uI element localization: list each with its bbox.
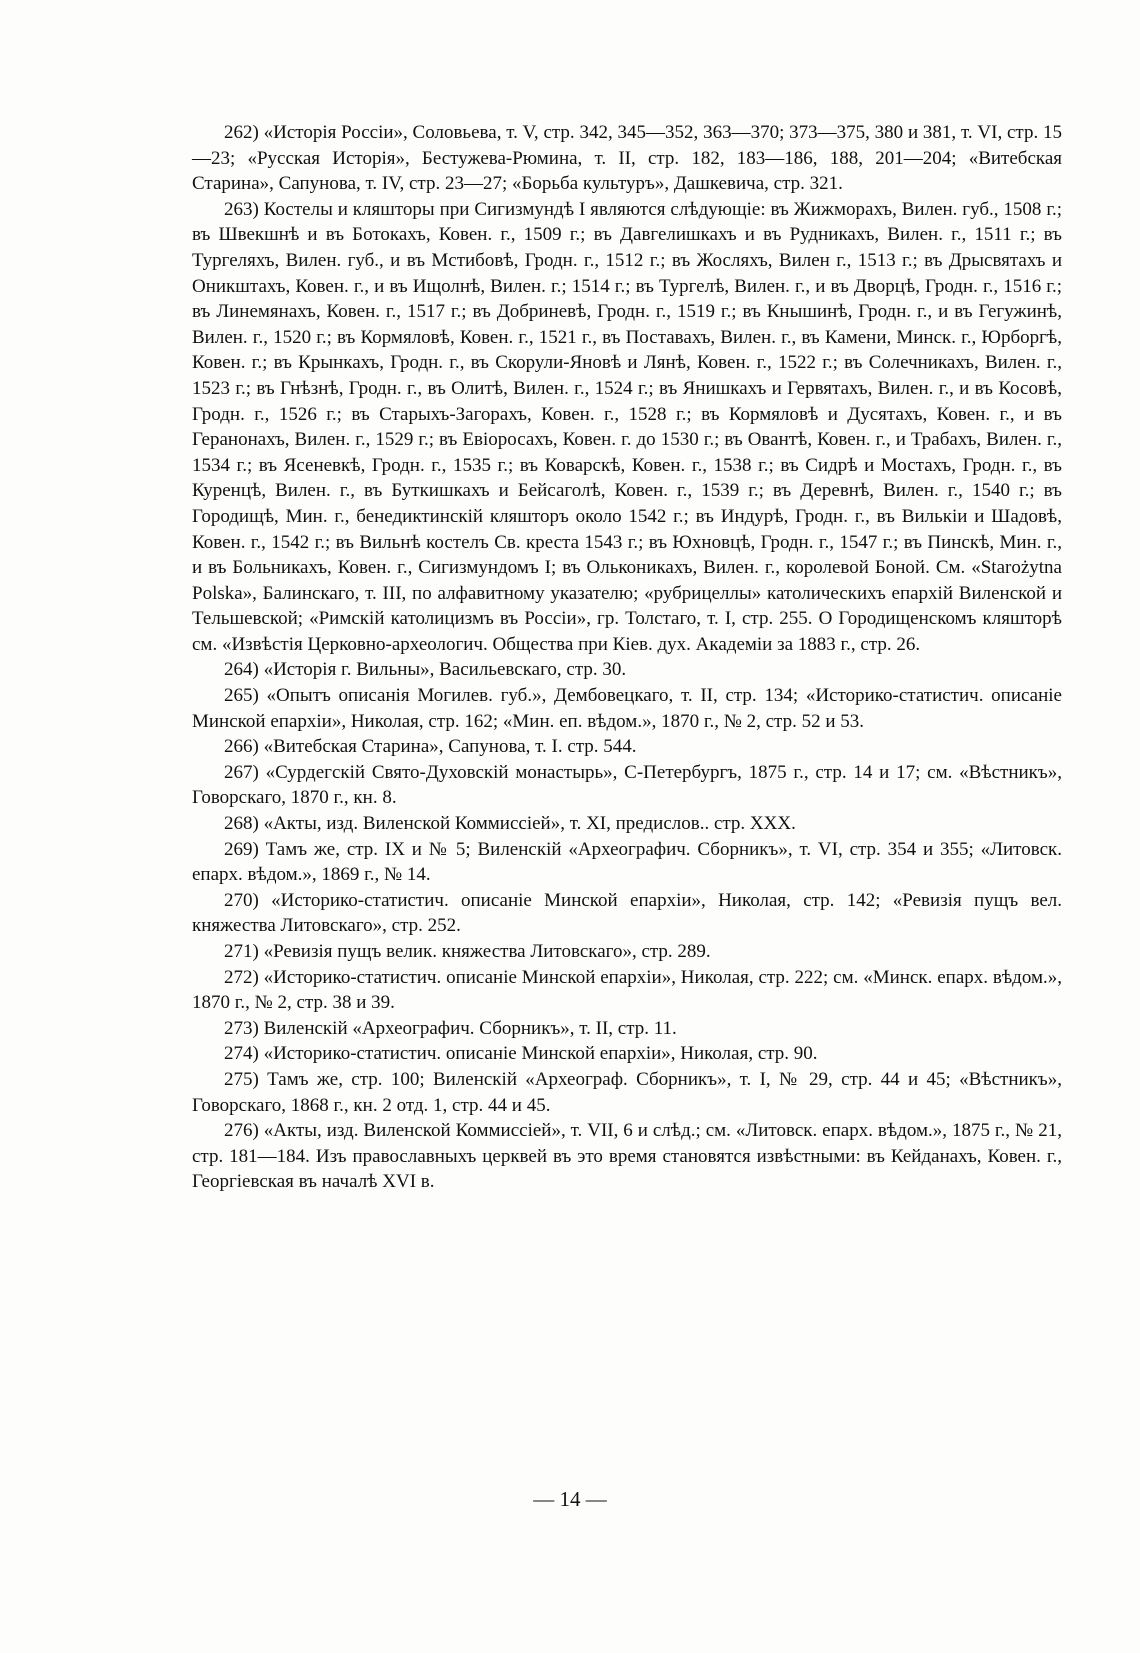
footnote-270: 270) «Историко-статистич. описаніе Минской епархіи», Николая, стр. 142; «Ревизія пущъ вел. княжества Литовскаго», стр. 252. [192, 889, 1062, 937]
footnote-267: 267) «Сурдегскій Свято-Духовскій монастырь», С-Петербургъ, 1875 г., стр. 14 и 17; см. «Вѣстникъ», Говорскаго, 1870 г., кн. 8. [192, 761, 1062, 809]
footnote-263: 263) Костелы и кляшторы при Сигизмундѣ I являются слѣдующіе: въ Жижморахъ, Вилен. губ., 1508 г.; въ Швекшнѣ и въ Ботокахъ, Ковен. г., 1509 г.; въ Давгелишкахъ и въ Рудникахъ, Вилен. г., 1511 г.; въ Тургеляхъ, Вилен. губ., и въ Мстибовѣ, Гродн. г., 1512 г.; въ Жосляхъ, Вилен г., 1513 г.; въ Дрысвятахъ и Оникштахъ, Ковен. г., и въ Ищолнѣ, Вилен. г.; 1514 г.; въ Тургелѣ, Вилен. г., и въ Дворцѣ, Гродн. г., 1516 г.; въ Линемянахъ, Ковен. г., 1517 г.; въ Добриневѣ, Гродн. г., 1519 г.; въ Кнышинѣ, Гродн. г., и въ Гегужинѣ, Вилен. г., 1520 г.; въ Кормяловѣ, Ковен. г., 1521 г., въ Поставахъ, Вилен. г., въ Камени, Минск. г., Юрборгѣ, Ковен. г.; въ Крынкахъ, Гродн. г., въ Скорули-Яновѣ и Лянѣ, Ковен. г., 1522 г.; въ Солечникахъ, Вилен. г., 1523 г.; въ Гнѣзнѣ, Гродн. г., въ Олитѣ, Вилен. г., 1524 г.; въ Янишкахъ и Гервятахъ, Вилен. г., и въ Косовѣ, Гродн. г., 1526 г.; въ Старыхъ-Загорахъ, Ковен. г., 1528 г.; въ Кормяловѣ и Дусятахъ, Ковен. г., и въ Геранонахъ, Вилен. г., 1529 г.; въ Евіоросахъ, Ковен. г. до 1530 г.; въ Овантѣ, Ковен. г., и Трабахъ, Вилен. г., 1534 г.; въ Ясеневкѣ, Гродн. г., 1535 г.; въ Коварскѣ, Ковен. г., 1538 г.; въ Сидрѣ и Мостахъ, Гродн. г., въ Куренцѣ, Вилен. г., въ Буткишкахъ и Бейсаголѣ, Ковен. г., 1539 г.; въ Деревнѣ, Вилен. г., 1540 г.; въ Городищѣ, Мин. г., бенедиктинскій кляшторъ около 1542 г.; въ Индурѣ, Гродн. г., въ Вилькіи и Шадовѣ, Ковен. г., 1542 г.; въ Вильнѣ костелъ Св. креста 1543 г.; въ Юхновцѣ, Гродн. г., 1547 г.; въ Пинскѣ, Мин. г., и въ Больникахъ, Ковен. г., Сигизмундомъ I; въ Ольконикахъ, Вилен. г., королевой Боной. См. «Starożytna Polska», Балинскаго, т. III, по алфавитному указателю; «рубрицеллы» католическихъ епархій Виленской и Тельшевской; «Римскій католицизмъ въ Россіи», гр. Толстаго, т. I, стр. 255. О Городищенскомъ кляшторѣ см. «Извѣстія Церковно-археологич. Общества при Кіев. дух. Академіи за 1883 г., стр. 26. [192, 198, 1062, 655]
footnote-274: 274) «Историко-статистич. описаніе Минской епархіи», Николая, стр. 90. [224, 1043, 818, 1065]
footnote-269: 269) Тамъ же, стр. IX и № 5; Виленскій «Археографич. Сборникъ», т. VI, стр. 354 и 355; «Литовск. епарх. вѣдом.», 1869 г., № 14. [192, 838, 1062, 886]
footnote-266: 266) «Витебская Старина», Сапунова, т. I. стр. 544. [224, 736, 637, 758]
footnote-262: 262) «Исторія Россіи», Соловьева, т. V, стр. 342, 345—352, 363—370; 373—375, 380 и 381, т. VI, стр. 15—23; «Русская Исторія», Бестужева-Рюмина, т. II, стр. 182, 183—186, 188, 201—204; «Витебская Старина», Сапунова, т. IV, стр. 23—27; «Борьба культуръ», Дашкевича, стр. 321. [192, 122, 1062, 195]
footnote-268: 268) «Акты, изд. Виленской Коммиссіей», т. XI, предислов.. стр. XXX. [224, 813, 796, 835]
footnote-265: 265) «Опытъ описанія Могилев. губ.», Дембовецкаго, т. II, стр. 134; «Историко-статистич. описаніе Минской епархіи», Николая, стр. 162; «Мин. еп. вѣдом.», 1870 г., № 2, стр. 52 и 53. [192, 685, 1062, 732]
footnote-271: 271) «Ревизія пущъ велик. княжества Литовскаго», стр. 289. [224, 941, 711, 962]
footnotes-text [192, 120, 1062, 1195]
page-number: — 14 — [533, 1487, 607, 1511]
footnote-273: 273) Виленскій «Археографич. Сборникъ», т. II, стр. 11. [224, 1017, 677, 1039]
footnote-264: 264) «Исторія г. Вильны», Васильевскаго, стр. 30. [224, 659, 627, 681]
footnote-272: 272) «Историко-статистич. описаніе Минской епархіи», Николая, стр. 222; см. «Минск. епарх. вѣдом.», 1870 г., № 2, стр. 38 и 39. [192, 966, 1062, 1014]
footnote-276: 276) «Акты, изд. Виленской Коммиссіей», т. VII, 6 и слѣд.; см. «Литовск. епарх. вѣдом.», 1875 г., № 21, стр. 181—184. Изъ православныхъ церквей въ это время становятся извѣстными: въ Кейданахъ, Ковен. г., Георгіевская въ началѣ XVI в. [192, 1120, 1062, 1193]
footnote-275: 275) Тамъ же, стр. 100; Виленскій «Археограф. Сборникъ», т. I, № 29, стр. 44 и 45; «Вѣстникъ», Говорскаго, 1868 г., кн. 2 отд. 1, стр. 44 и 45. [192, 1068, 1062, 1116]
